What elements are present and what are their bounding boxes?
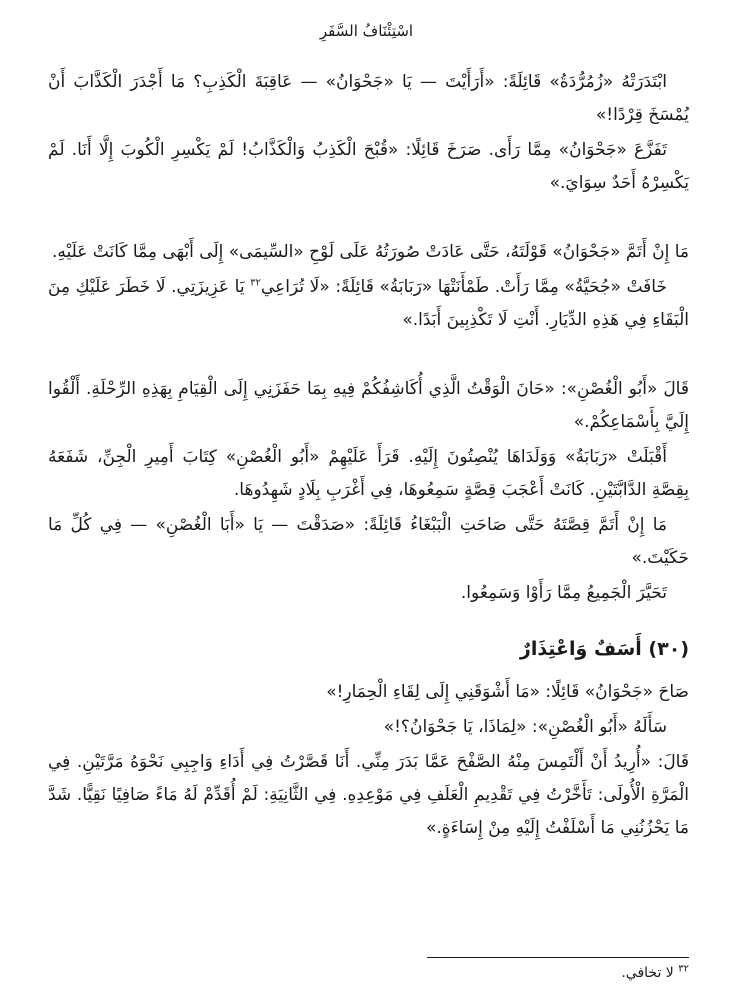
- paragraph: مَا إِنْ أَتَمَّ قِصَّتَهُ حَتَّى صَاحَتِ الْبَبْغَاءُ قَائِلَةً: «صَدَقْتَ — يَا «أَبَا الْغُصْنِ» — فِي كُلِّ مَا حَكَيْتَ.»: [48, 515, 689, 568]
- footnote: [621, 962, 689, 984]
- paragraph: قَالَ «أَبُو الْغُصْنِ»: «حَانَ الْوَقْتُ الَّذِي أُكَاشِفُكُمْ فِيهِ بِمَا حَفَزَنِي إِلَى الْقِيَامِ بِهَذِهِ الرِّحْلَةِ. أَلْقُوا إِلَيَّ بِأَسْمَاعِكُمْ.»: [48, 379, 689, 432]
- paragraph: ابْتَدَرَتْهُ «زُمُرُّدَةُ» قَائِلَةً: «أَرَأَيْتَ — يَا «جَحْوَانُ» — عَاقِبَةَ الْكَذِبِ؟ مَا أَجْدَرَ الْكَذَّابَ أَنْ يُمْسَخَ قِرْدًا!»: [48, 72, 689, 125]
- footnote-ref[interactable]: ٣٢: [250, 277, 261, 289]
- paragraph: تَفَزَّعَ «جَحْوَانُ» مِمَّا رَأَى. صَرَخَ قَائِلًا: «قُبْحَ الْكَذِبُ وَالْكَذَّابُ! لَمْ يَكْسِرِ الْكُوبَ إِلَّا أَنَا. لَمْ يَكْسِرْهُ أَحَدٌ سِوَايَ.»: [48, 140, 689, 193]
- paragraph: أَقْبَلَتْ «رَبَابَةُ» وَوَلَدَاهَا يُنْصِتُونَ إِلَيْهِ. قَرَأَ عَلَيْهِمْ «أَبُو الْغُصْنِ» كِتَابَ أَمِيرِ الْجِنِّ، شَفَعَهُ بِقِصَّةِ الدَّابَّتَيْنِ. كَانَتْ أَعْجَبَ قِصَّةٍ سَمِعُوهَا، فِي أَغْرَبِ بِلَادٍ شَهِدُوهَا.: [48, 447, 689, 500]
- section-heading: (٣٠) أَسَفٌ وَاعْتِذَارٌ: [519, 638, 689, 660]
- footnote-divider: [427, 957, 689, 958]
- running-header: اسْتِئْنَافُ السَّفَرِ: [319, 22, 414, 40]
- paragraph-part: يَا عَزِيزَتِي. لَا خَطَرَ عَلَيْكِ مِنَ الْبَقَاءِ فِي هَذِهِ الدِّيَارِ. أَنْتِ لَا تَكْذِبِينَ أَبَدًا.»: [48, 277, 689, 330]
- body-text: [48, 66, 689, 847]
- paragraph: صَاحَ «جَحْوَانُ» قَائِلًا: «مَا أَشْوَقَنِي إِلَى لِقَاءِ الْحِمَارِ!»: [326, 682, 689, 702]
- paragraph-with-footnote: [48, 271, 689, 337]
- paragraph: مَا إِنْ أَتَمَّ «جَحْوَانُ» قَوْلَتَهُ، حَتَّى عَادَتْ صُورَتُهُ عَلَى لَوْحِ «السِّيمَى» إِلَى أَبْهَى مِمَّا كَانَتْ عَلَيْهِ.: [51, 242, 689, 262]
- footnote-text: لا تخافي.: [621, 965, 679, 981]
- footnote-number: ٣٢: [678, 963, 689, 975]
- paragraph-part: خَافَتْ «جُحَيَّةُ» مِمَّا رَأَتْ. طَمْأَنَتْهَا «رَبَابَةُ» قَائِلَةً: «لَا تُرَاعِي: [260, 277, 667, 297]
- paragraph: تَحَيَّرَ الْجَمِيعُ مِمَّا رَأَوْا وَسَمِعُوا.: [460, 583, 667, 603]
- paragraph: قَالَ: «أُرِيدُ أَنْ أَلْتَمِسَ مِنْهُ الصَّفْحَ عَمَّا بَدَرَ مِنِّي. أَنَا قَصَّرْتُ فِي أَدَاءِ وَاجِبِي نَحْوَهُ مَرَّتَيْنِ. فِي الْمَرَّةِ الْأُولَى: تَأَخَّرْتُ فِي تَقْدِيمِ الْعَلَفِ فِي مَوْعِدِهِ. فِي الثَّانِيَةِ: لَمْ أُقَدِّمْ لَهُ مَاءً صَافِيًا نَقِيًّا. شَدَّ مَا يَحْزُنُنِي مَا أَسْلَفْتُ إِلَيْهِ مِنْ إِسَاءَةٍ.»: [48, 752, 689, 838]
- paragraph: سَأَلَهُ «أَبُو الْغُصْنِ»: «لِمَاذَا، يَا جَحْوَانُ؟!»: [383, 717, 667, 737]
